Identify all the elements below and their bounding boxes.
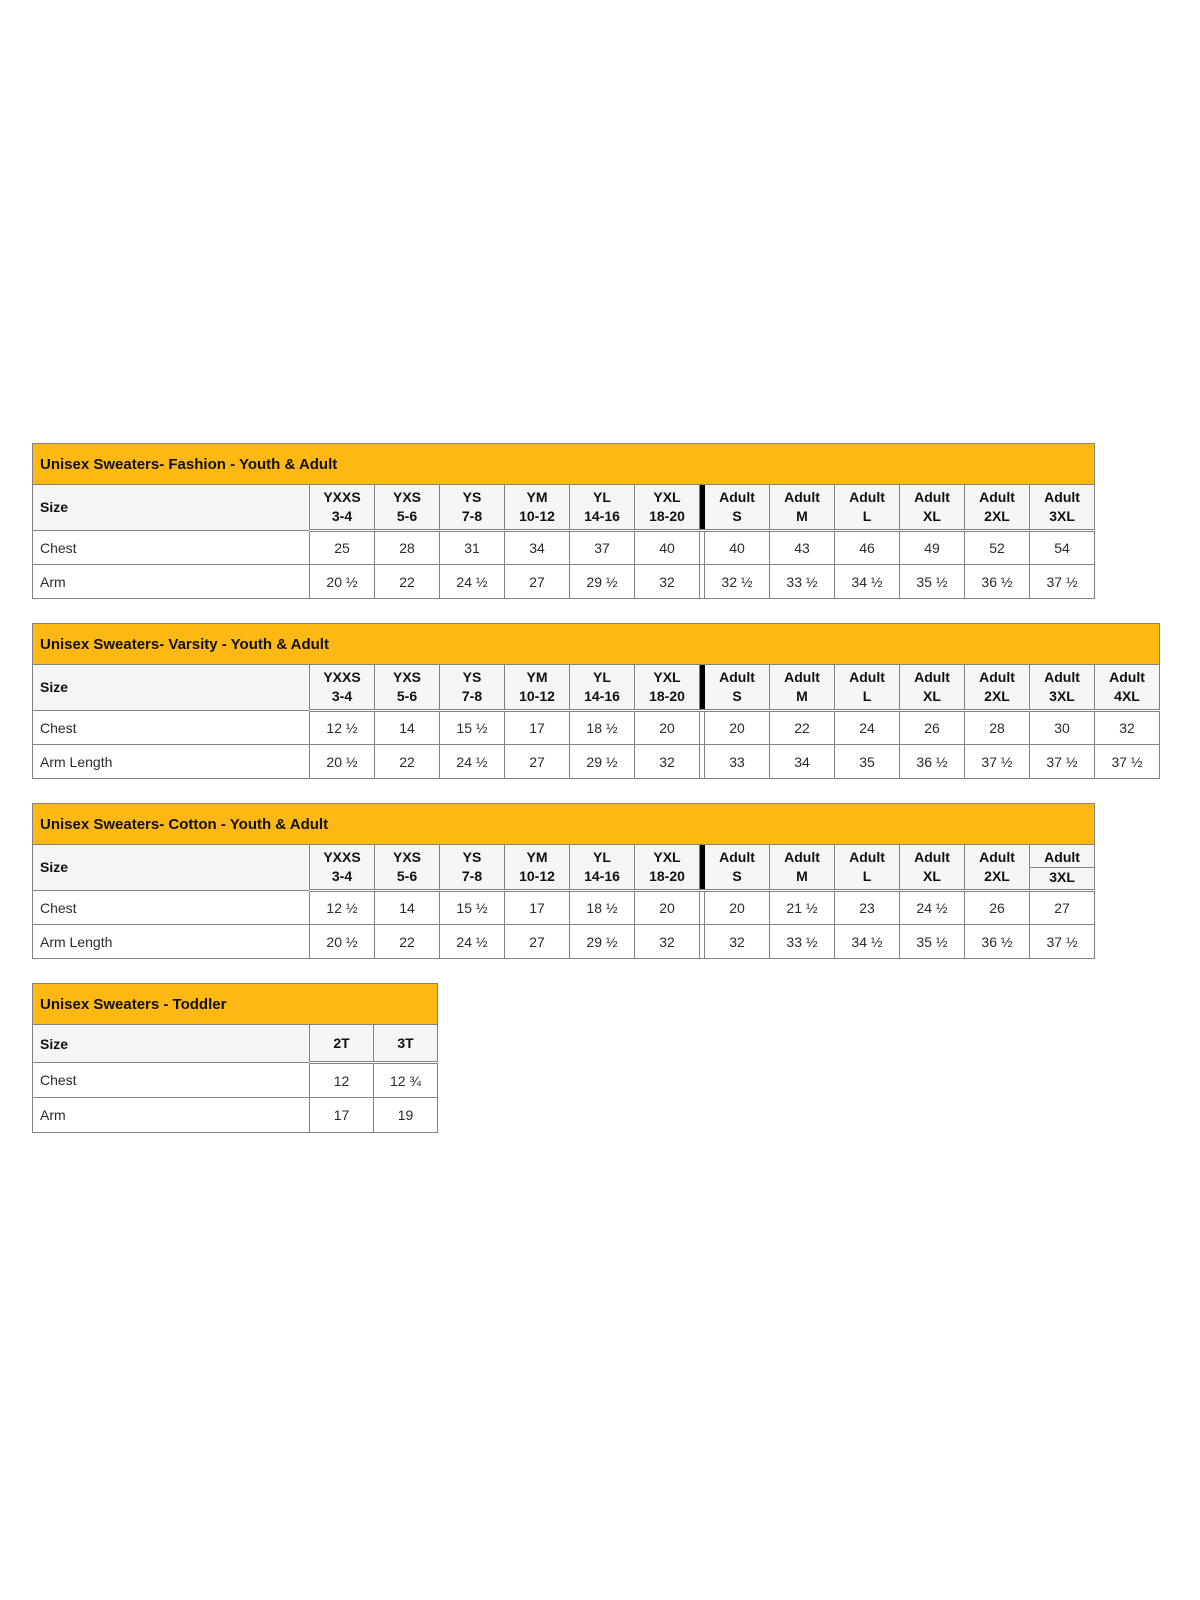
col-header-line2: S (732, 868, 742, 884)
size-value-cell: 20 (705, 891, 770, 925)
size-value-cell: 36 ½ (900, 745, 965, 779)
col-header-line2: 4XL (1114, 688, 1140, 704)
col-header-line1: YS (462, 669, 482, 685)
col-header-adult-3xl (1030, 485, 1095, 531)
col-header-line2: XL (923, 868, 941, 884)
measurement-row-chest (33, 891, 1095, 925)
col-header-line2: M (796, 508, 808, 524)
col-header-line2: XL (923, 508, 941, 524)
size-value-cell: 12 ½ (310, 711, 375, 745)
col-header-line2: L (862, 868, 872, 884)
measurement-row-chest (33, 1063, 438, 1098)
size-value-cell: 32 (1095, 711, 1160, 745)
col-header-line1: 2T (333, 1035, 350, 1051)
col-header-line1: Adult (1030, 848, 1094, 868)
col-header-line2: 3-4 (331, 868, 353, 884)
size-value-cell: 34 (770, 745, 835, 779)
size-value-cell: 35 ½ (900, 565, 965, 599)
row-label: Chest (33, 531, 310, 565)
col-header-line1: YL (593, 849, 611, 865)
col-header-line2: 3XL (1049, 868, 1075, 885)
col-header-line1: YM (526, 849, 548, 865)
col-header-line2: 18-20 (649, 868, 685, 884)
size-value-cell: 35 ½ (900, 925, 965, 959)
col-header-yxs-5-6 (375, 485, 440, 531)
size-chart-cotton (32, 803, 1160, 959)
col-header-adult-l (835, 485, 900, 531)
size-value-cell: 25 (310, 531, 375, 565)
table-title-row (33, 984, 438, 1025)
size-value-cell: 36 ½ (965, 565, 1030, 599)
size-value-cell: 21 ½ (770, 891, 835, 925)
col-header-line1: YXS (392, 489, 421, 505)
col-header-line2: 7-8 (461, 868, 483, 884)
size-header-cell: Size (33, 845, 310, 891)
size-chart-toddler (32, 983, 1160, 1133)
size-value-cell: 20 (635, 711, 700, 745)
size-value-cell: 32 (635, 565, 700, 599)
size-value-cell: 33 ½ (770, 925, 835, 959)
size-header-cell: Size (33, 665, 310, 711)
size-chart-varsity (32, 623, 1160, 779)
size-value-cell: 52 (965, 531, 1030, 565)
row-label: Chest (33, 711, 310, 745)
size-value-cell: 32 (635, 925, 700, 959)
col-header-line2: 18-20 (649, 508, 685, 524)
table-title: Unisex Sweaters- Varsity - Youth & Adult (33, 624, 1160, 665)
size-value-cell: 20 ½ (310, 925, 375, 959)
table-title-row (33, 624, 1160, 665)
col-header-adult-l (835, 665, 900, 711)
col-header-adult-xl (900, 845, 965, 891)
size-value-cell: 37 ½ (1030, 925, 1095, 959)
size-value-cell: 40 (635, 531, 700, 565)
col-header-line1: YL (593, 669, 611, 685)
col-header-line1: YS (462, 489, 482, 505)
col-header-line2: 5-6 (396, 688, 418, 704)
row-label: Arm Length (33, 745, 310, 779)
col-header-adult-m (770, 665, 835, 711)
col-header-adult-l (835, 845, 900, 891)
col-header-line2: 14-16 (584, 508, 620, 524)
size-value-cell: 24 ½ (900, 891, 965, 925)
size-value-cell: 34 ½ (835, 565, 900, 599)
table-title: Unisex Sweaters - Toddler (33, 984, 438, 1025)
size-value-cell: 31 (440, 531, 505, 565)
size-value-cell: 33 (705, 745, 770, 779)
col-header-line1: YM (526, 489, 548, 505)
col-header-adult-m (770, 485, 835, 531)
col-header-line1: YXS (392, 669, 421, 685)
col-header-yxl-18-20 (635, 845, 700, 891)
size-value-cell: 37 ½ (1030, 565, 1095, 599)
size-value-cell: 22 (375, 565, 440, 599)
col-header-line1: YXL (653, 849, 681, 865)
column-header-row (33, 485, 1095, 531)
col-header-ys-7-8 (440, 485, 505, 531)
size-value-cell: 12 ¾ (374, 1063, 438, 1098)
row-label: Arm (33, 565, 310, 599)
col-header-line1: Adult (849, 849, 885, 865)
column-header-row (33, 665, 1160, 711)
col-header-line2: M (796, 688, 808, 704)
col-header-adult-2xl (965, 485, 1030, 531)
col-header-line1: Adult (914, 669, 950, 685)
col-header-line2: 10-12 (519, 868, 555, 884)
size-value-cell: 12 (310, 1063, 374, 1098)
table-title-row (33, 444, 1095, 485)
col-header-line2: 14-16 (584, 868, 620, 884)
col-header-adult-m (770, 845, 835, 891)
measurement-row-chest (33, 531, 1095, 565)
col-header-ym-10-12 (505, 665, 570, 711)
col-header-ys-7-8 (440, 845, 505, 891)
col-header-3t (374, 1025, 438, 1063)
col-header-2t (310, 1025, 374, 1063)
col-header-line2: 3-4 (331, 688, 353, 704)
size-value-cell: 19 (374, 1098, 438, 1133)
size-value-cell: 24 ½ (440, 925, 505, 959)
size-value-cell: 33 ½ (770, 565, 835, 599)
col-header-adult-s (705, 485, 770, 531)
col-header-adult-3xl (1030, 845, 1095, 891)
size-value-cell: 26 (900, 711, 965, 745)
col-header-ym-10-12 (505, 845, 570, 891)
size-value-cell: 27 (505, 745, 570, 779)
size-value-cell: 34 (505, 531, 570, 565)
col-header-yl-14-16 (570, 845, 635, 891)
col-header-ys-7-8 (440, 665, 505, 711)
size-chart-table-fashion (32, 443, 1095, 599)
size-value-cell: 15 ½ (440, 711, 505, 745)
col-header-line2: S (732, 508, 742, 524)
col-header-line1: YM (526, 669, 548, 685)
col-header-line1: Adult (784, 669, 820, 685)
size-value-cell: 36 ½ (965, 925, 1030, 959)
col-header-line1: Adult (979, 669, 1015, 685)
col-header-line1: YXL (653, 489, 681, 505)
row-label: Arm (33, 1098, 310, 1133)
row-label: Arm Length (33, 925, 310, 959)
col-header-line2: M (796, 868, 808, 884)
col-header-line1: Adult (979, 849, 1015, 865)
size-value-cell: 18 ½ (570, 891, 635, 925)
col-header-line2: 2XL (984, 688, 1010, 704)
size-value-cell: 29 ½ (570, 745, 635, 779)
col-header-line1: YS (462, 849, 482, 865)
size-value-cell: 20 (635, 891, 700, 925)
size-header-cell: Size (33, 1025, 310, 1063)
col-header-line2: 10-12 (519, 688, 555, 704)
size-value-cell: 40 (705, 531, 770, 565)
col-header-line2: 7-8 (461, 508, 483, 524)
size-value-cell: 22 (770, 711, 835, 745)
col-header-line1: YXXS (323, 669, 361, 685)
col-header-line2: 2XL (984, 868, 1010, 884)
col-header-line2: 10-12 (519, 508, 555, 524)
col-header-yxxs-3-4 (310, 485, 375, 531)
measurement-row-arm-length (33, 745, 1160, 779)
col-header-adult-4xl (1095, 665, 1160, 711)
size-value-cell: 32 (705, 925, 770, 959)
col-header-adult-xl (900, 665, 965, 711)
size-charts (32, 443, 1160, 1157)
col-header-line2: 14-16 (584, 688, 620, 704)
col-header-line1: Adult (719, 489, 755, 505)
col-header-line2: L (862, 508, 872, 524)
size-value-cell: 23 (835, 891, 900, 925)
col-header-line2: 2XL (984, 508, 1010, 524)
size-value-cell: 46 (835, 531, 900, 565)
col-header-line2: 3XL (1049, 688, 1075, 704)
col-header-line1: YXS (392, 849, 421, 865)
measurement-row-arm (33, 565, 1095, 599)
col-header-yxs-5-6 (375, 845, 440, 891)
size-chart-fashion (32, 443, 1160, 599)
col-header-line1: YXXS (323, 849, 361, 865)
size-value-cell: 17 (505, 891, 570, 925)
size-value-cell: 29 ½ (570, 925, 635, 959)
col-header-line2: 3-4 (331, 508, 353, 524)
col-header-adult-2xl (965, 845, 1030, 891)
size-value-cell: 37 ½ (965, 745, 1030, 779)
col-header-line1: Adult (1109, 669, 1145, 685)
size-value-cell: 22 (375, 925, 440, 959)
size-value-cell: 17 (505, 711, 570, 745)
col-header-line2: 5-6 (396, 508, 418, 524)
col-header-line1: Adult (849, 489, 885, 505)
size-value-cell: 37 ½ (1030, 745, 1095, 779)
table-title: Unisex Sweaters- Fashion - Youth & Adult (33, 444, 1095, 485)
col-header-line1: Adult (719, 849, 755, 865)
size-value-cell: 24 (835, 711, 900, 745)
size-value-cell: 20 ½ (310, 565, 375, 599)
col-header-yxs-5-6 (375, 665, 440, 711)
col-header-yl-14-16 (570, 665, 635, 711)
measurement-row-arm (33, 1098, 438, 1133)
col-header-line2: L (862, 688, 872, 704)
size-value-cell: 35 (835, 745, 900, 779)
col-header-line1: Adult (979, 489, 1015, 505)
size-value-cell: 54 (1030, 531, 1095, 565)
column-header-row (33, 1025, 438, 1063)
col-header-line2: 7-8 (461, 688, 483, 704)
size-value-cell: 32 (635, 745, 700, 779)
col-header-adult-s (705, 665, 770, 711)
col-header-line2: 3XL (1049, 508, 1075, 524)
col-header-yxxs-3-4 (310, 665, 375, 711)
col-header-line1: Adult (719, 669, 755, 685)
size-value-cell: 18 ½ (570, 711, 635, 745)
size-value-cell: 37 ½ (1095, 745, 1160, 779)
size-value-cell: 27 (505, 925, 570, 959)
col-header-line1: 3T (397, 1035, 414, 1051)
size-chart-table-varsity (32, 623, 1160, 779)
size-value-cell: 14 (375, 711, 440, 745)
size-value-cell: 22 (375, 745, 440, 779)
measurement-row-chest (33, 711, 1160, 745)
col-header-line1: YL (593, 489, 611, 505)
size-value-cell: 28 (375, 531, 440, 565)
col-header-line1: Adult (914, 849, 950, 865)
col-header-adult-3xl (1030, 665, 1095, 711)
col-header-line1: YXXS (323, 489, 361, 505)
col-header-yxl-18-20 (635, 485, 700, 531)
col-header-line2: 5-6 (396, 868, 418, 884)
size-chart-table-toddler (32, 983, 438, 1133)
col-header-line1: YXL (653, 669, 681, 685)
size-value-cell: 26 (965, 891, 1030, 925)
col-header-line1: Adult (784, 849, 820, 865)
col-header-line1: Adult (914, 489, 950, 505)
size-value-cell: 32 ½ (705, 565, 770, 599)
col-header-line1: Adult (784, 489, 820, 505)
row-label: Chest (33, 1063, 310, 1098)
table-title-row (33, 804, 1095, 845)
size-value-cell: 24 ½ (440, 565, 505, 599)
size-value-cell: 15 ½ (440, 891, 505, 925)
col-header-adult-s (705, 845, 770, 891)
size-header-cell: Size (33, 485, 310, 531)
col-header-line1: Adult (1044, 669, 1080, 685)
size-value-cell: 24 ½ (440, 745, 505, 779)
size-value-cell: 14 (375, 891, 440, 925)
col-header-line2: S (732, 688, 742, 704)
size-value-cell: 20 ½ (310, 745, 375, 779)
col-header-line1: Adult (849, 669, 885, 685)
size-chart-table-cotton (32, 803, 1095, 959)
col-header-adult-xl (900, 485, 965, 531)
column-header-row (33, 845, 1095, 891)
col-header-line1: Adult (1044, 489, 1080, 505)
row-label: Chest (33, 891, 310, 925)
col-header-yxl-18-20 (635, 665, 700, 711)
size-value-cell: 43 (770, 531, 835, 565)
size-value-cell: 27 (1030, 891, 1095, 925)
col-header-ym-10-12 (505, 485, 570, 531)
size-value-cell: 17 (310, 1098, 374, 1133)
size-value-cell: 28 (965, 711, 1030, 745)
col-header-line2: 18-20 (649, 688, 685, 704)
size-value-cell: 30 (1030, 711, 1095, 745)
col-header-yxxs-3-4 (310, 845, 375, 891)
size-value-cell: 49 (900, 531, 965, 565)
col-header-yl-14-16 (570, 485, 635, 531)
measurement-row-arm-length (33, 925, 1095, 959)
size-value-cell: 12 ½ (310, 891, 375, 925)
size-value-cell: 27 (505, 565, 570, 599)
table-title: Unisex Sweaters- Cotton - Youth & Adult (33, 804, 1095, 845)
size-value-cell: 37 (570, 531, 635, 565)
col-header-line2: XL (923, 688, 941, 704)
size-value-cell: 29 ½ (570, 565, 635, 599)
col-header-adult-2xl (965, 665, 1030, 711)
size-value-cell: 20 (705, 711, 770, 745)
size-value-cell: 34 ½ (835, 925, 900, 959)
